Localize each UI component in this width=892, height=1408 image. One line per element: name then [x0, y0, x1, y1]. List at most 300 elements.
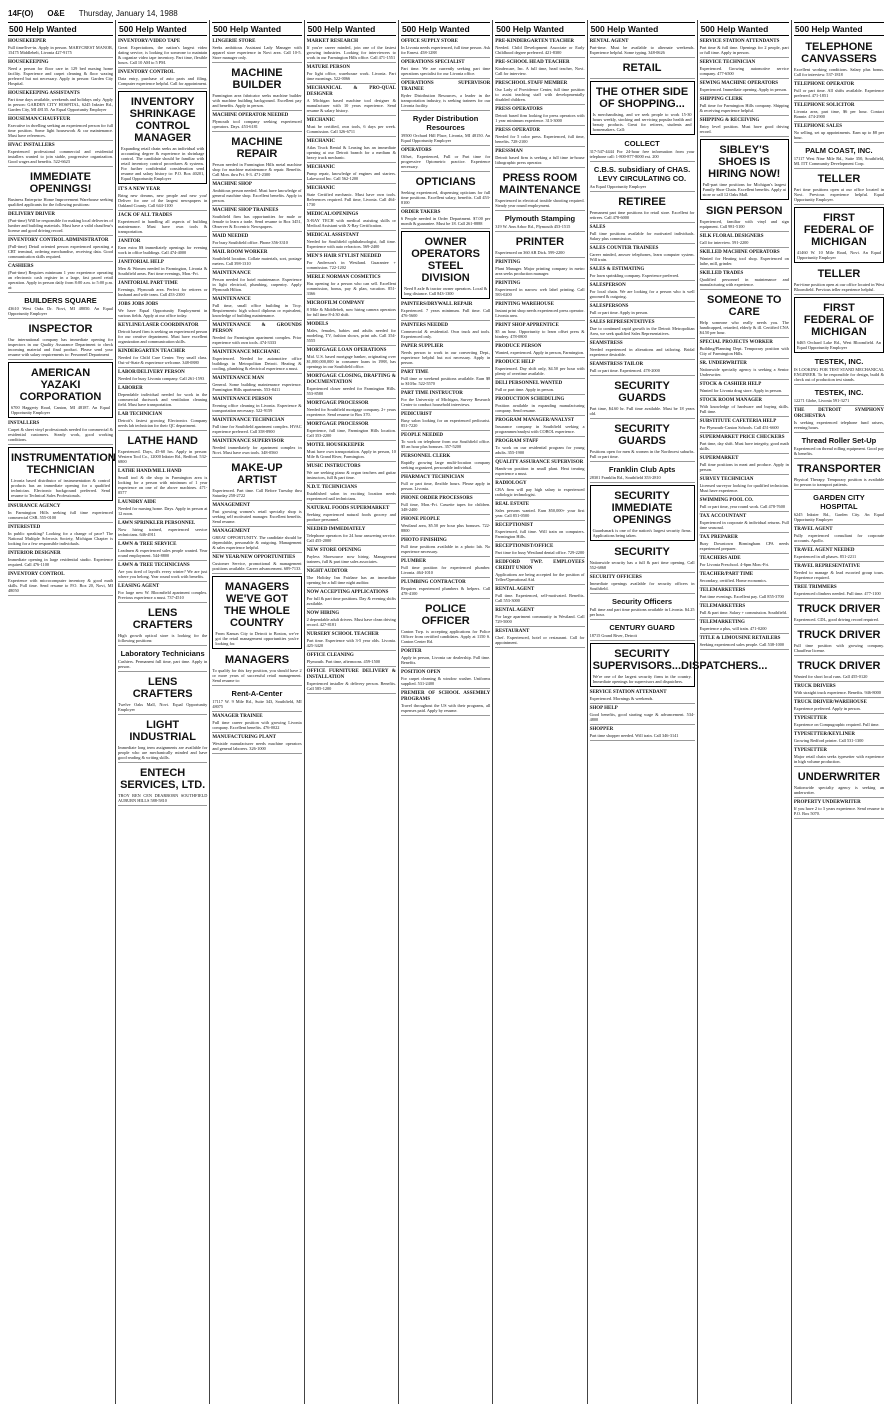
classified-ad [794, 207, 884, 263]
ad-heading-keyline-laser-coordinator: KEYLINE/LASER COORDINATOR [118, 323, 199, 328]
ad-body: For Livonia Preschool. 4-6pm Mon.-Fri. [699, 562, 770, 567]
classified-ad [212, 417, 301, 437]
classified-ad [118, 432, 207, 467]
ad-heading-hvac-installers: HVAC INSTALLERS [8, 143, 55, 148]
ad-body: Kindercare, Inc. A full time, head teacher, Novi. Call for interview. [495, 66, 585, 76]
ad-body: High growth optical store is looking for the following positions: [118, 633, 208, 643]
ad-body: Customer Service, promotional & management positions available. Career advancement. 689-7133 [212, 561, 302, 571]
classified-ad [307, 421, 396, 441]
ad-heading-lathe-hand-mill-hand: LATHE HAND/MILL HAND [118, 469, 182, 474]
classified-ad [401, 411, 490, 431]
classified-ad [700, 571, 789, 586]
ad-heading-swimming-pool-co: SWIMMING POOL CO. [699, 498, 754, 503]
ad-body: Needs person to work in our converting Dept., experience helpful but not necessary. Apply in person. [400, 350, 491, 365]
ad-body: Permanent part time positions for retail store. Excellent for retirees. Call 478-6000 [589, 210, 695, 220]
classified-ad [495, 127, 584, 147]
ad-heading-lingerie-store: LINGERIE STORE [212, 39, 256, 44]
ad-body: Hands-on position in small plant. Heat treating experience a must. [495, 466, 585, 476]
ad-heading-inventory-control: INVENTORY CONTROL [8, 572, 65, 577]
ad-heading-receptionist: RECEPTIONIST [495, 523, 534, 528]
classified-ad [590, 137, 695, 162]
ad-heading-photo-finishing: PHOTO FINISHING [400, 538, 447, 543]
classified-ad [401, 322, 490, 342]
classified-ad [700, 38, 789, 58]
classified-ad [8, 90, 113, 115]
ad-heading-merle-norman-cosmetics: MERLE NORMAN COSMETICS [306, 275, 381, 280]
ad-body: Experienced, full time. Will train on computers. Farmington Hills. [495, 529, 585, 539]
classified-ad [401, 669, 490, 689]
classified-ad [794, 747, 884, 767]
ad-body: Plymouth. Part time, afternoons. 459-1500 [306, 659, 381, 664]
classified-ad [495, 628, 584, 648]
ad-body: Excellent working conditions. Salary plus bonus. Call for interview. 537-1818 [793, 67, 885, 77]
ad-body: To qualify for this key position, you should have 2 or more years of successful retail management. Send resume to: [212, 668, 302, 683]
ad-body: Experienced. Needed for automotive office buildings in Metropolitan Detroit. Heating & cooling, plumbing & electrical experience a must. [212, 356, 302, 371]
ad-body: Full-part time positions for Michigan's largest Family Shoe Chain. Excellent benefits. Apply at store or call 12 Oaks Mall. [702, 182, 786, 197]
classified-ad [401, 579, 490, 599]
classified-ad [212, 734, 301, 754]
ad-heading-cashiers: CASHIERS [8, 264, 34, 269]
ad-heading-machine-shop-trainees: MACHINE SHOP TRAINEES [212, 208, 279, 213]
ad-body: Men & Women needed in Farmington, Livonia & Southfield areas. Part time evenings, Mon.-Fri. [118, 266, 208, 276]
classified-ad [307, 211, 396, 231]
ad-heading-typesetter: TYPESETTER [793, 748, 827, 753]
ad-body: 39500 Orchard Hill Place, Livonia, MI 48150. An Equal Opportunity Employer [400, 133, 491, 143]
classified-ad [118, 673, 207, 715]
classified-ad [590, 245, 695, 265]
classified-ad [495, 59, 584, 79]
ad-body: Experienced. Growing automotive service company. 477-6500 [699, 66, 789, 76]
ad-heading-inspector: INSPECTOR [28, 323, 93, 335]
ad-heading-sibley-s-shoes-is-hiring-now: SIBLEY'S SHOES IS HIRING NOW! [708, 144, 781, 180]
ad-heading-deli-personnel-wanted: DELI PERSONNEL WANTED [495, 381, 563, 386]
classified-ad [700, 455, 789, 475]
ad-heading-collect: COLLECT [624, 139, 660, 148]
classified-ad [401, 474, 490, 494]
ad-body: Canton Twp. is accepting applications for Police Officer from certified candidates. Apply at 1150 S. Canton Center Rd. [400, 629, 491, 644]
classified-ad [700, 418, 789, 433]
ad-body: Males, females, babies and adults needed for modeling, TV, fashion shows, print ads. Call 354-5555 [306, 328, 396, 343]
ad-body: To work on our residential program for young adults. 355-1900 [495, 445, 585, 455]
ad-body: Part time evenings. Excellent pay. Call 855-3700 [699, 594, 784, 599]
classified-ad [118, 520, 207, 540]
classified-ad [401, 147, 490, 172]
classified-ad [307, 300, 396, 320]
ad-heading-telephone-solicitor: TELEPHONE SOLICITOR [793, 103, 855, 108]
ad-body: Needed. Child Development Associate or Early Childhood degree preferred. 421-8300 [495, 45, 585, 55]
ad-heading-office-furniture-delivery-installation: OFFICE FURNITURE DELIVERY & INSTALLATION [306, 669, 396, 680]
ad-body: (Full-time) Detail oriented person experienced operating a CRT terminal, ordering merchandise, receiving data. Good communication skills required. [8, 244, 113, 259]
classified-ad [118, 38, 207, 68]
classified-ad [590, 595, 695, 620]
ad-heading-someone-to-care: SOMEONE TO CARE [707, 294, 782, 318]
ad-body: Farmington area fabricator seeks machine builder with machine building background. Excellent pay and benefits. Apply in person. [212, 93, 302, 108]
ad-body: For lawn sprinkling company. Experience preferred. [589, 273, 680, 278]
classified-ad [212, 38, 301, 63]
ad-body: Needed for 5 color press. Experienced, full time, benefits. 728-2100 [495, 134, 585, 144]
classified-ad [590, 705, 695, 725]
classified-ad [401, 537, 490, 557]
ad-body: Seeking experienced natural foods grocery and produce personnel. [306, 512, 396, 522]
classified-ad [307, 589, 396, 609]
classified-ad [118, 468, 207, 498]
ad-body: Offset, Experienced, Full or Part time for progressive Optometric practice. Experience necessary. [400, 154, 491, 169]
ad-body: In Livonia needs experienced, full time person. Ask for Ernest. 458-1288 [400, 45, 491, 55]
classified-ad [794, 123, 884, 143]
ad-body: Data entry, purchase of auto parts and filing. Computer experience helpful. Call for appointment. [118, 76, 208, 86]
classified-ad [118, 91, 207, 184]
classified-ad [8, 211, 113, 236]
classified-ad [212, 133, 301, 180]
ad-heading-lathe-hand: LATHE HAND [127, 435, 198, 447]
ad-body: For Anderson's in Westland. Guarantee + commission. 722-1202 [306, 260, 396, 270]
ad-heading-c-b-s-subsidiary-of-chas-levy-circulatin: C.B.S. subsidiary of CHAS. LEVY CIRCULATING CO. [593, 165, 691, 183]
classified-ad [794, 265, 884, 295]
classified-ad [401, 558, 490, 578]
ad-body: Person needed for hotel maintenance. Experience in light electrical, plumbing, carpentry. Apply Plymouth Hilton. [212, 277, 302, 292]
ad-heading-typesetter: TYPESETTER [793, 716, 827, 721]
ad-body: The Holiday Inn Fairlane has an immediate opening for a full time night auditor. [306, 575, 396, 585]
classified-ad [590, 38, 695, 58]
ad-body: Nationwide security has a full & part time opening. Call 552-6868 [589, 560, 695, 570]
ad-heading-housekeeper: HOUSEKEEPER [8, 39, 47, 44]
ad-body: Ryder Distribution Resources, a leader in the transportation industry, is seeking trainees for our Livonia facility. [400, 93, 491, 108]
ad-body: Are you tired of layoffs every winter? We are just where you belong. Year round work with benefits. [118, 569, 208, 579]
classified-ad [700, 587, 789, 602]
ad-body: With knowledge of hardware and buying skills. Full time. [699, 404, 789, 414]
ad-heading-mortgage-processor: MORTGAGE PROCESSOR [306, 401, 369, 406]
classified-ad [212, 687, 301, 712]
ad-heading-installers: INSTALLERS [8, 421, 40, 426]
ad-body: Plant Manager. Major printing company in metro area seeks production manager. [495, 266, 585, 276]
ad-heading-retail: RETAIL [622, 62, 662, 74]
classified-ad [212, 233, 301, 248]
ad-heading-plumbing-contractor: PLUMBING CONTRACTOR [400, 580, 466, 585]
page-masthead [8, 6, 884, 20]
ad-heading-order-takers: ORDER TAKERS [400, 210, 441, 215]
classified-ad [495, 543, 584, 558]
ad-body: 43610 West Oaks Dr. Novi, MI 48050. An Equal Opportunity Employer [8, 306, 113, 316]
ad-body: No selling, set up appointments. Earn up to $8 per hour. [793, 130, 885, 140]
classified-ad [495, 148, 584, 168]
ad-body: Needed to manage & lead escorted group tours. Experience required. [793, 570, 885, 580]
classified-ad [794, 683, 884, 698]
ad-heading-microfilm-company: MICROFILM COMPANY [306, 301, 365, 306]
ad-body: For light office, warehouse work. Livonia. Part time mornings. 522-0066 [306, 71, 396, 81]
ad-body: 6 People needed in Order Department. $7.00 per month & guarantee. Must be 18. Call 261-8888 [400, 216, 491, 226]
section-header: 500 Help Wanted [495, 22, 584, 36]
ad-heading-press-operator: PRESS OPERATOR [495, 128, 540, 133]
ad-body: Must be certified, own tools, 6 days per week. Commission. Call 326-6711 [306, 124, 396, 134]
classified-ad [307, 652, 396, 667]
ad-heading-print-shop-apprentice: PRINT SHOP APPRENTICE [495, 323, 559, 328]
classified-ad [118, 583, 207, 603]
ad-heading-now-hiring: NOW HIRING [306, 611, 340, 616]
ad-heading-lab-technician: LAB TECHNICIAN [118, 412, 162, 417]
ad-heading-sign-person: SIGN PERSON [706, 205, 783, 217]
ad-body: Full or part time. Apply in person. [495, 387, 554, 392]
ad-heading-entech-services-ltd: ENTECH SERVICES, LTD. [120, 767, 206, 791]
section-header: 500 Help Wanted [401, 22, 490, 36]
ad-heading-salespersons: SALESPERSONS [589, 304, 629, 309]
classified-ad [495, 280, 584, 300]
ad-body: If you have 2 to 3 years experience. Send resume to P.O. Box 5070. [793, 806, 885, 816]
ad-heading-restaurant: RESTAURANT [495, 629, 530, 634]
ad-heading-special-projects-worker: SPECIAL PROJECTS WORKER [699, 340, 773, 345]
classified-ad [118, 259, 207, 279]
classified-ad [700, 603, 789, 618]
ad-body: Experienced. CDL, good driving record required. [793, 617, 879, 622]
classified-ad [495, 480, 584, 500]
ad-body: Experienced in narrow web label printing. Call 583-0200 [495, 287, 585, 297]
ad-heading-operations-specialist: OPERATIONS SPECIALIST [400, 60, 465, 65]
classified-ad [700, 339, 789, 359]
ad-heading-inventory-control-administrator: INVENTORY CONTROL ADMINISTRATOR [8, 238, 109, 243]
ad-heading-production-scheduling: PRODUCTION SCHEDULING [495, 397, 565, 402]
ad-body: For busy Southfield office. Phone 356-3310 [212, 240, 288, 245]
ad-heading-palm-coast-inc: PALM COAST, INC. [805, 146, 873, 155]
ad-body: We are seeking piano & organ teachers and guitar instructors, full & part time. [306, 470, 396, 480]
ad-heading-maintenance: MAINTENANCE [212, 297, 251, 302]
ad-heading-truck-driver: TRUCK DRIVER [797, 603, 881, 615]
classified-ad [307, 484, 396, 504]
ad-heading-security-supervisors-dispatchers: SECURITY SUPERVISORS...DISPATCHERS... [592, 648, 768, 672]
ad-heading-shop-help: SHOP HELP [589, 706, 618, 711]
ad-body: Part time. Experience with 3-5 year olds. Livonia. 425-3420 [306, 638, 396, 648]
ad-body: Part time days available, weekends and holidays only. Apply in person: GARDEN CITY HOSPITAL, 6245 Inkster Rd., Garden City, MI 48135. An Equal Opportunity Employer [8, 97, 113, 112]
classified-column-6 [493, 20, 587, 1404]
ad-heading-shopper: SHOPPER [589, 727, 614, 732]
classified-ad [307, 85, 396, 116]
ad-body: Experienced on 360 AB Dick. 599-2200 [495, 250, 565, 255]
classified-ad [495, 380, 584, 395]
classified-ad [590, 463, 695, 483]
ad-heading-plumber: PLUMBER [400, 559, 426, 564]
ad-heading-leasing-agent: LEASING AGENT [118, 584, 160, 589]
classified-ad [307, 505, 396, 525]
classified-ad [8, 263, 113, 293]
ad-body: Immediate opening in large residential studio. Experience required. Call 476-1100 [8, 557, 113, 567]
ad-heading-janitorial-help: JANITORIAL HELP [118, 260, 164, 265]
ad-heading-light-industrial: LIGHT INDUSTRIAL [129, 719, 196, 743]
ad-heading-american-yazaki-corporation: AMERICAN YAZAKI CORPORATION [19, 367, 102, 403]
classified-ad [794, 547, 884, 562]
ad-body: For large apartment community in Westland. Call 729-5000 [495, 614, 585, 624]
ad-body: Southfield firm has opportunities for male or female to learn a trade. Send resume to Box 3451, Observer & Eccentric Newspapers. [212, 214, 302, 229]
ad-body: Needed for busy Livonia company. Call 261-1593 [118, 376, 205, 381]
ad-heading-mortgage-processor: MORTGAGE PROCESSOR [306, 422, 369, 427]
ad-heading-the-detroit-symphony-orchestra: THE DETROIT SYMPHONY ORCHESTRA [793, 408, 885, 419]
classified-ad [700, 513, 789, 533]
classified-ad [307, 526, 396, 546]
classified-ad [401, 390, 490, 410]
ad-body: Experienced. Mornings & weekends. [589, 696, 654, 701]
ad-body: Experience preferred. Apply in person. [793, 706, 861, 711]
ad-heading-retiree: RETIREE [618, 196, 666, 208]
ad-heading-pre-kindergarten-teacher: PRE-KINDERGARTEN TEACHER [495, 39, 575, 44]
classified-ad [590, 282, 695, 302]
ad-body: Full or part time, flexible hours. Please apply in person. Livonia. [400, 481, 491, 491]
ad-body: Needed experienced in alterations and tailoring. Bridal experience desirable. [589, 347, 695, 357]
ad-heading-make-up-artist: MAKE-UP ARTIST [231, 462, 283, 486]
ad-body: Need a person for floor care in 129 bed nursing home facility. Experience and carpet cleaning & floor waxing preferred but not necessary. Apply in person: Garden City Hospital. [8, 66, 113, 86]
ad-body: Established salon in exciting location needs experienced nail technicians. [306, 491, 396, 501]
ad-body: Experienced in corporate & individual returns. Full time seasonal. [699, 520, 789, 530]
ad-body: Ambitious person needed. Must have knowledge of general machine shop. Excellent benefits. Apply in person. [212, 188, 302, 203]
ad-heading-premier-of-school-assembly-programs: PREMIER OF SCHOOL ASSEMBLY PROGRAMS [400, 691, 491, 702]
ad-heading-sales-representatives: SALES REPRESENTATIVES [589, 320, 655, 325]
ad-heading-sales-estimating: SALES & ESTIMATING [589, 267, 645, 272]
ad-heading-truck-driver-warehouse: TRUCK DRIVER/WAREHOUSE [793, 700, 867, 705]
classified-ad [794, 491, 884, 525]
classified-ad [118, 280, 207, 300]
ad-heading-survey-technician: SURVEY TECHNICIAN [699, 477, 754, 482]
ad-heading-delivery-driver: DELIVERY DRIVER [8, 212, 56, 217]
ad-body: Is seeking experienced telephone fund raisers, evening hours. [793, 420, 885, 430]
section-header: 500 Help Wanted [307, 22, 396, 36]
ad-heading-night-auditor: NIGHT AUDITOR [306, 569, 348, 574]
ad-heading-lens-crafters: LENS CRAFTERS [132, 676, 193, 700]
classified-ad [794, 768, 884, 798]
classified-ad [700, 476, 789, 496]
classified-ad [590, 543, 695, 573]
ad-body: Seeking experienced sales people. Call 538-1000 [699, 642, 785, 647]
classified-ad [590, 303, 695, 318]
ad-body: Experienced. Part time. Call Before Tuesday thru Saturday 258-2722 [212, 488, 302, 498]
ad-body: Part time positions open at our office located in Novi. Previous experience helpful. Equal Opportunity Employer. [793, 187, 885, 202]
classified-ad [590, 621, 695, 641]
ad-heading-natural-foods-supermarket: NATURAL FOODS SUPERMARKET [306, 506, 390, 511]
ad-heading-part-time: PART TIME [400, 370, 429, 375]
classified-ad [8, 237, 113, 262]
ad-body: For local chain. We are looking for a person who is well groomed & outgoing. [589, 289, 695, 299]
ad-heading-redford-twp-employees-credit-union: REDFORD TWP. EMPLOYEES CREDIT UNION [495, 560, 585, 571]
ad-heading-property-underwriter: PROPERTY UNDERWRITER [793, 800, 861, 805]
classified-ad [495, 501, 584, 521]
ad-heading-n-d-t-technicians: N.D.T. TECHNICIANS [306, 485, 358, 490]
ad-heading-typesetter-keyliner: TYPESETTER/KEYLINER [793, 732, 856, 737]
ad-body: Growing Redford printer. Call 531-1300 [793, 738, 864, 743]
ad-heading-builders-square: BUILDERS SQUARE [24, 296, 97, 305]
ad-body: CRA firm will pay high salary to experienced radiologic technologist. [495, 487, 585, 497]
classified-ad [495, 233, 584, 258]
classified-ad [8, 59, 113, 89]
classified-ad [590, 266, 695, 281]
ad-body: Detroit based firm looking for press operators with 1 year minimum experience. 313-3000 [495, 113, 585, 123]
ad-body: Qualified personnel in maintenance and manufacturing with experience. [699, 277, 789, 287]
ad-body: State Certified mechanic. Must have own tools. References required. Full time, Livonia. Call 464-1730 [306, 192, 396, 207]
classified-ad [307, 373, 396, 399]
ad-body: Busy Downtown Birmingham CPA needs experienced preparer. [699, 541, 789, 551]
classified-column-5 [399, 20, 493, 1404]
ad-body: Position available in expanding manufacturing company. Send resume. [495, 403, 585, 413]
classified-column-4 [305, 20, 399, 1404]
ad-body: Experienced professional commercial and residential installers wanted to join stable, progressive organization. Good wages and benefits. 522-6623 [8, 149, 113, 164]
ad-heading-porter: PORTER [400, 649, 422, 654]
ad-heading-seamstress-tailor: SEAMSTRESS TAILOR [589, 362, 644, 367]
ad-heading-police-officer: POLICE OFFICER [421, 603, 470, 627]
classified-ad [307, 568, 396, 588]
ad-heading-service-technician: SERVICE TECHNICIAN [699, 60, 756, 65]
classified-ad [794, 102, 884, 122]
classified-ad [8, 294, 113, 319]
classified-ad [118, 541, 207, 561]
ad-body: Full or part time. All shifts available. Experience preferred. 471-1851 [793, 88, 885, 98]
classified-ad [8, 168, 113, 210]
ad-heading-music-instructors: MUSIC INSTRUCTORS [306, 464, 361, 469]
ad-body: 317-547-4444 For 24-hour free information from your telephone call: 1-800-877-8000 ext. 200 [589, 149, 695, 159]
ad-body: Full time and part time positions available in Livonia. $4.25 per hour. [589, 607, 695, 617]
ad-heading-truck-drivers: TRUCK DRIVERS [793, 684, 836, 689]
classified-ad [590, 163, 695, 192]
ad-heading-pedicurist: PEDICURIST [400, 412, 432, 417]
classified-ad [118, 322, 207, 347]
ad-body: Needed for Southfield mortgage company. 2+ years experience. Send resume to Box 370. [306, 407, 396, 417]
ad-heading-title-limousine-retailers: TITLE & LIMOUSINE RETAILERS [699, 636, 781, 641]
ad-body: Experienced. Day shift only, $4.50 per hour with plenty of overtime available. [495, 366, 585, 376]
ad-body: Experienced on thread rolling equipment. Good pay & benefits. [793, 446, 885, 456]
ad-heading-mechanic: MECHANIC [306, 165, 335, 170]
ad-body: Nationwide specialty agency is seeking an underwriter. [793, 785, 885, 795]
ad-heading-printing-warehouse: PRINTING WAREHOUSE [495, 302, 554, 307]
ad-heading-security-immediate-openings: SECURITY IMMEDIATE OPENINGS [611, 490, 673, 526]
ad-heading-medical-assistant: MEDICAL ASSISTANT [306, 233, 359, 238]
classified-ad [794, 460, 884, 490]
classified-ad [401, 453, 490, 473]
classified-ad [590, 689, 695, 704]
ad-heading-rental-agent: RENTAL AGENT [589, 39, 629, 44]
classified-ad [8, 571, 113, 596]
classified-ad [590, 574, 695, 594]
ad-body: Full or part time, year round work. Call 478-7600 [699, 504, 786, 509]
classified-ad [700, 202, 789, 232]
ad-body: Full time or weekend positions available. Earn $8 to $10/hr. 522-5570 [400, 376, 491, 386]
ad-body: Full or part time. Experienced. 478-2000 [589, 368, 660, 373]
ad-heading-paper-supplier: PAPER SUPPLIER [400, 344, 444, 349]
ad-body: Seeking experienced, dispensing opticians for full time positions. Excellent salary, benefits. Call 453-8100 [400, 190, 491, 205]
ad-heading-printing: PRINTING [495, 260, 521, 265]
ad-heading-new-store-opening: NEW STORE OPENING [306, 548, 362, 553]
ad-heading-inventory-shrinkage-control-manager: INVENTORY SHRINKAGE CONTROL MANAGER [129, 96, 196, 144]
ad-body: Full time, small office building in Troy. Requirements: high school diploma or equivalent, knowledge of building maintenance. [212, 303, 302, 318]
ad-heading-security-officers: SECURITY OFFICERS [589, 575, 642, 580]
ad-body: Positions open for men & women in the Northwest suburbs. Full or part time. [589, 449, 695, 459]
classified-ad [700, 534, 789, 554]
ad-body: Experience with microcomputer inventory & good math skills. Full time. Send resume to P.O. Box 20, Novi, MI 48050 [8, 578, 113, 593]
ad-body: Small tool & die shop in Farmington area is looking for a person with minimum of 1 year experience on one of the above machines. 471-0577 [118, 475, 208, 495]
ad-heading-mortgage-loan-operations: MORTGAGE LOAN OPERATIONS [306, 348, 387, 353]
ad-heading-mature-person: MATURE PERSON [306, 65, 351, 70]
classified-ad [590, 224, 695, 244]
ad-body: Experienced. Immediate opening. Apply in person. [699, 87, 788, 92]
ad-body: Immediate long term assignments are available for people who are mechanically minded and have good reading & writing skills. [118, 745, 208, 760]
classified-ad [212, 554, 301, 574]
classified-ad [700, 555, 789, 570]
ad-heading-insurance-agency: INSURANCE AGENCY [8, 504, 61, 509]
ad-body: Full time for Farmington Hills company. Shipping & receiving experience helpful. [699, 103, 789, 113]
ad-body: 8 Mile & Middlebelt, now hiring camera operators for full time 8-4:30 shift. [306, 307, 396, 317]
ad-body: Experienced climbers needed. Full time. 477-1100 [793, 591, 881, 596]
ad-heading-office-cleaning: OFFICE CLEANING [306, 653, 354, 658]
ad-heading-seamstress: SEAMSTRESS [589, 341, 623, 346]
ad-heading-thread-roller-set-up: Thread Roller Set-Up [801, 436, 877, 445]
ad-body: We're one of the largest security firms in the country. Immediate openings for supervisors and dispatchers. [592, 674, 692, 684]
ad-heading-rent-a-center: Rent-A-Center [231, 689, 283, 698]
ad-heading-models: MODELS [306, 322, 329, 327]
ad-body: Major retail chain seeks typesetter with experience in high volume production. [793, 754, 885, 764]
classified-ad [118, 716, 207, 763]
classified-ad [794, 297, 884, 353]
